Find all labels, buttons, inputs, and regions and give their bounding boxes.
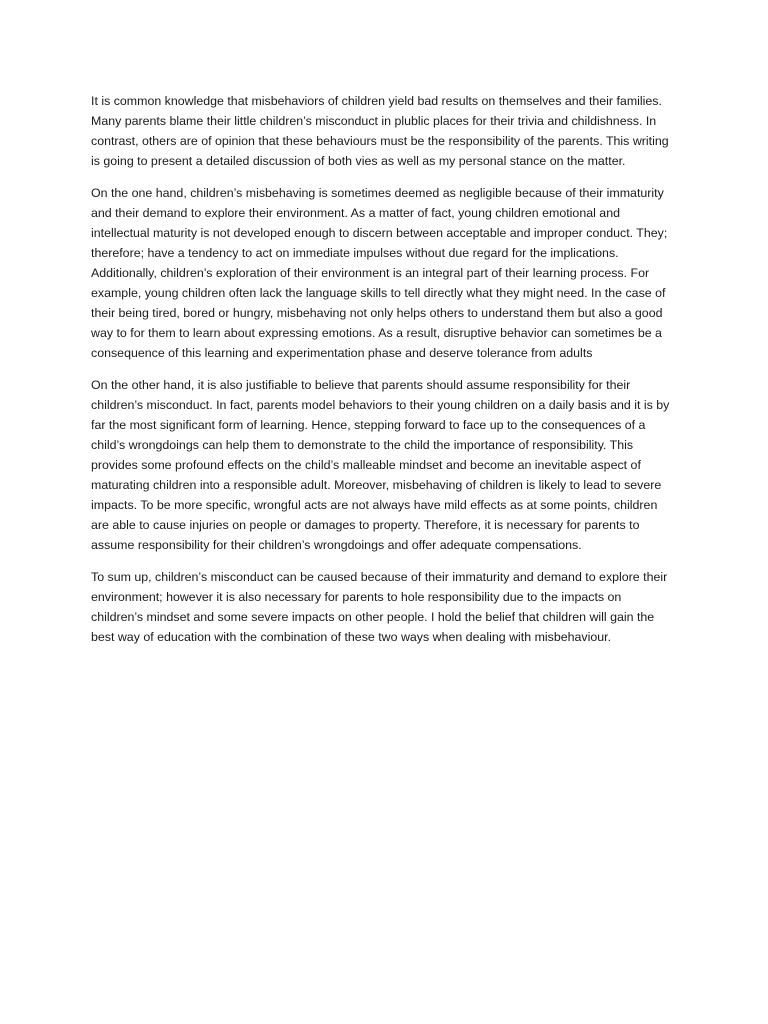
- paragraph-second-view: On the other hand, it is also justifiable to believe that parents should assume responsibility for their children’s misconduct. In fact, parents model behaviors to their young children on a daily basis and it is by far the most significant form of learning. Hence, stepping forward to face up to the consequences of a child’s wrongdoings can help them to demonstrate to the child the importance of responsibility. This provides some profound effects on the child’s malleable mindset and become an inevitable aspect of maturating children into a responsible adult. Moreover, misbehaving of children is likely to lead to severe impacts. To be more specific, wrongful acts are not always have mild effects as at some points, children are able to cause injuries on people or damages to property. Therefore, it is necessary for parents to assume responsibility for their children’s wrongdoings and offer adequate compensations.: [91, 378, 670, 552]
- paragraph-introduction: It is common knowledge that misbehaviors of children yield bad results on themselves and their families. Many parents blame their little children’s misconduct in plublic places for their trivia and childishness. In contrast, others are of opinion that these behaviours must be the responsibility of the parents. This writing is going to present a detailed discussion of both vies as well as my personal stance on the matter.: [91, 94, 669, 168]
- paragraph-conclusion: To sum up, children’s misconduct can be caused because of their immaturity and demand to explore their environment; however it is also necessary for parents to hole responsibility due to the impacts on children’s mindset and some severe impacts on other people. I hold the belief that children will gain the best way of education with the combination of these two ways when dealing with misbehaviour.: [91, 570, 668, 644]
- paragraph-first-view: On the one hand, children’s misbehaving is sometimes deemed as negligible because of their immaturity and their demand to explore their environment. As a matter of fact, young children emotional and intellectual maturity is not developed enough to discern between acceptable and improper conduct. They; therefore; have a tendency to act on immediate impulses without due regard for the implications. Additionally, children’s exploration of their environment is an integral part of their learning process. For example, young children often lack the language skills to tell directly what they might need. In the case of their being tired, bored or hungry, misbehaving not only helps others to understand them but also a good way to for them to learn about expressing emotions. As a result, disruptive behavior can sometimes be a consequence of this learning and experimentation phase and deserve tolerance from adults: [91, 186, 668, 360]
- document-body: [91, 91, 675, 659]
